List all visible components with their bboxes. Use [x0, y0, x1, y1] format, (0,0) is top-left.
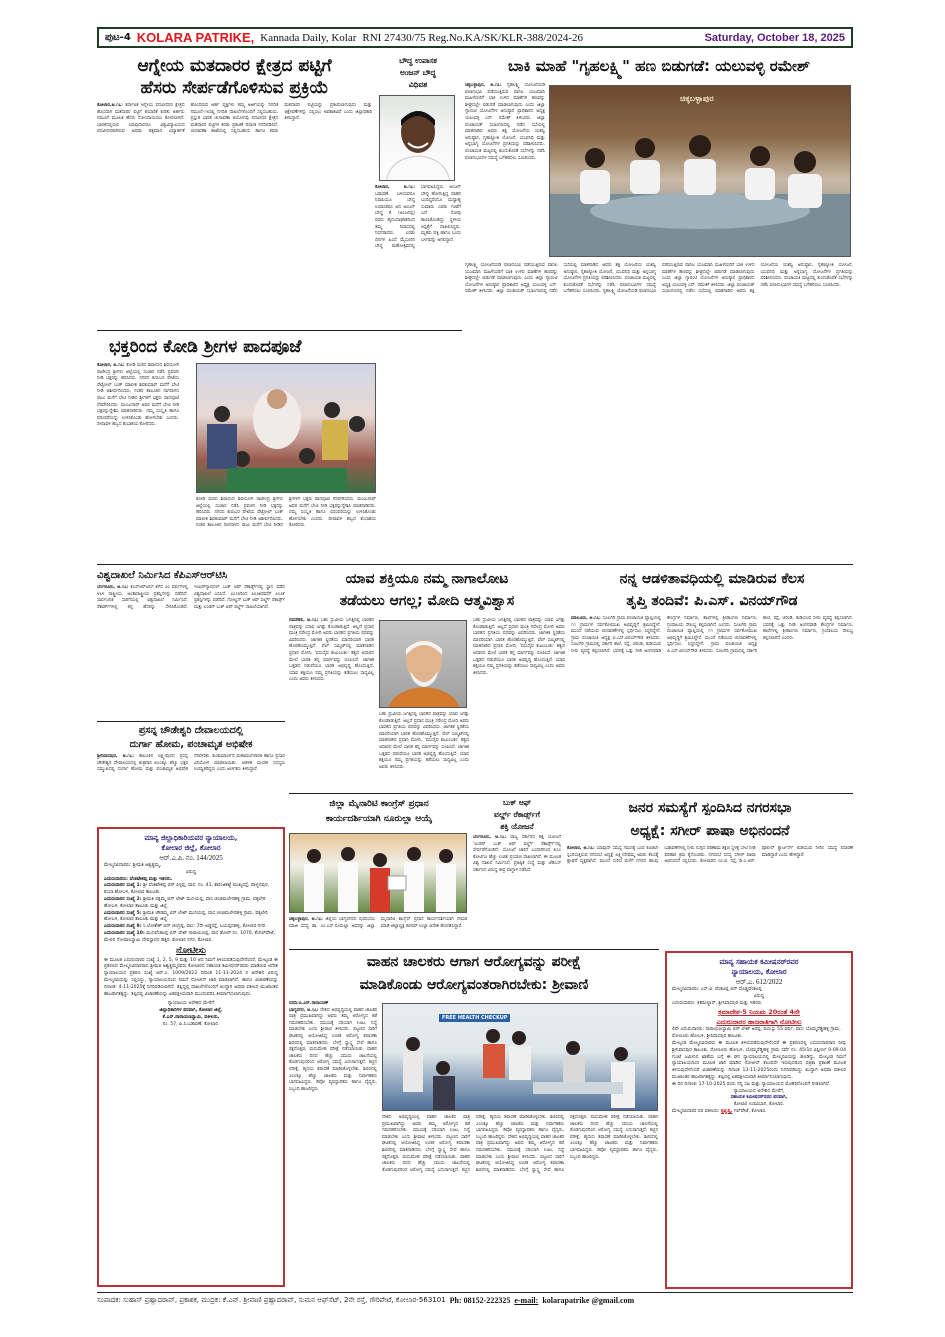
body-text: ಜಿಲ್ಲೆಯ ಭಾಗ್ಯನಗರದ ಪುರಸಭೆಯ ಮಾಜಿ ಸದಸ್ಯ ಡಾ. ಎಂ.ಎಸ್.ನೂರುಲ್ಲಾ ಅವರನ್ನು ಜಿಲ್ಲಾ ಮೈನಾರಿಟಿ ಕಾಂಗ್ರೆಸ್ ಪ್ರಧಾನ ಕಾರ್ಯದರ್ಶಿಯಾಗಿ ನೇಮಕ ಮಾಡಿ ಜಿಲ್ಲಾಧ್ಯಕ್ಷ ಕಲೀಮ್ ಉಲ್ಲಾ ಆದೇಶ ಹೊರಡಿಸಿದ್ದಾರೆ.: [289, 917, 467, 929]
body-text: ರಾಜ್ಯ ಸರ್ಕಾರದ ಶಕ್ತಿ ಯೋಜನೆ 'ಲಂಡನ್ ಬುಕ್ ಆಫ್ ವರ್ಲ್ಡ್ ರೆಕಾರ್ಡ್ಸ್'ನಲ್ಲಿ ಸೇರ್ಪಡೆಗೊಂಡಿದೆ. ಯೋಜನೆ ಜಾರಿಗೆ ಬಂದಾಗಿನಿಂದ ೫೦೦ ಕೋಟಿಗೂ ಹೆಚ್ಚು ಉಚಿತ ಪ್ರಯಾಣ ದಾಖಲಾಗಿದೆ. ಈ ಮೂಲಕ ವಿಶ್ವ ದಾಖಲೆ ನಿರ್ಮಿಸಿದೆ. ಪ್ರತಿಷ್ಠಿತ ಸಂಸ್ಥೆ ಮತ್ತು ಜೆಡಿಎಸ್ ಸರ್ಕಾರದ ವಿರುದ್ಧ ತೀವ್ರ ವಾಗ್ದಾಳಿ ನಡೆಸಿದೆ.: [473, 835, 561, 873]
article-headline: ವಿಶ್ವದಾಖಲೆ ನಿರ್ಮಿಸಿದ ಕೆಪಿಎಸ್‌ಆರ್‌ಟಿಸಿ: [97, 570, 228, 581]
respondent-text: ಶ್ರೀಮತಿ ಚೌಡಮ್ಮ ಬಿನ್ ಲೇಟ್ ಮುನಿಯಪ್ಪ, ವಾಸ ಚಂಚಿಮಲೇನಹಳ್ಳಿ ಗ್ರಾಮ, ವಕ್ಕಲೇರಿ ಹೋಬಳಿ, ಕೋಲಾರ ತಾಲೂಕು ಮತ್ತು ಜಿಲ್ಲೆ.: [104, 910, 268, 923]
signatory-line: ನಂ. 57, ಪಿ.ಸಿ.ಬಡಾವಣೆ, ಕೋಲಾರ.: [162, 1021, 220, 1027]
headline-line-1: ಜನರ ಸಮಸ್ಯೆಗೆ ಸ್ಪಂದಿಸಿದ ನಗರಸಭಾ: [628, 800, 792, 816]
footer-email-link[interactable]: kolarapatrike @gmail.com: [542, 1296, 635, 1305]
person-portrait-icon: [380, 96, 455, 181]
signatory-advocate: [672, 1109, 846, 1116]
headline-line-2: ಅಧ್ಯಕ್ಷೆ: ಸಗೀರ್ ಪಾಷಾ ಅಭಿನಂದನೆ: [630, 823, 790, 839]
person-portrait-icon: [380, 621, 467, 708]
notice-heading: ನೋಟೀಸು: [176, 945, 206, 956]
felicitation-photo: [289, 833, 467, 913]
headline-line-2: ತೃಪ್ತಿ ತಂದಿವೆ: ಪಿ.ಎಸ್. ವಿನಯ್‌ಗೌಡ: [626, 593, 798, 609]
headline-line-2: ವರ್ಲ್ಡ್ ರೆಕಾರ್ಡ್ಸ್‌ಗೆ: [494, 810, 540, 819]
advocate-address: ಗಲ್‌ಪೇಟೆ, ಕೋಲಾರ.: [733, 1108, 767, 1114]
headline-line-1: ಬೌದ್ಧ ಉಪಾಸಕ: [399, 56, 437, 65]
portrait-photo: [379, 95, 455, 181]
article-body-left: [289, 1001, 377, 1287]
byline: ವರದಿ:ಪಿ.ಎನ್.ನಾರಾಯಣ್: [289, 1001, 329, 1006]
body-text: ಸೂಲಗಿರಿ ಗ್ರಾಮ ಪಂಚಾಯಿತಿ ವ್ಯಾಪ್ತಿಯಲ್ಲಿ ೧೧ ಗ್ರಾಮಗಳ ಸರ್ವತೋಮುಖ ಅಭಿವೃದ್ಧಿಗೆ ಶ್ರಮಿಸಿದ್ದೇನೆ. ಮುಂದೆ ನಡೆಯುವ ಚುನಾವಣೆಗಳಲ್ಲಿ ಸ್ಪರ್ಧಿಸಲು ಸಿದ್ಧನಿದ್ದೇನೆ. ಗ್ರಾಮ ಪಂಚಾಯಿತಿ ಅಧ್ಯಕ್ಷ ಪಿ.ಎಸ್.ವಿನಯ್‌ಗೌಡ ತಿಳಿಸಿದರು. ಸೂಲಗಿರಿ ಗ್ರಾಮದಲ್ಲಿ ಸರ್ಕಾರಿ ಶಾಲೆ, ರಸ್ತೆ, ಚರಂಡಿ, ಕುಡಿಯುವ ನೀರು ವ್ಯವಸ್ಥೆ ಕಲ್ಪಿಸಲಾಗಿದೆ. ಭವನಕ್ಕೆ ಒತ್ತು ನೀಡಿ ಅಂಗನವಾಡಿ ಕೇಂದ್ರಗಳ ನಿರ್ಮಾಣ, ಶಾಲೆಗಳಲ್ಲಿ ಕ್ರೀಡಾಂಗಣ ನಿರ್ಮಾಣ, ಗ್ರಂಥಾಲಯ ಸೌಲಭ್ಯ ಕಲ್ಪಿಸಲಾಗಿದೆ ಎಂದರು.: [571, 616, 757, 654]
article-body-left: [289, 618, 374, 786]
order-line: ನ್ಯಾಯಾಲಯದ ಆದೇಶದ ಮೇರೆಗೆ,: [733, 1088, 785, 1094]
body-text: ದೇಶದ ಅಭಿವೃದ್ಧಿಯಲ್ಲಿ ವಾಹನ ಚಾಲಕರ ಪಾತ್ರ ಪ್ರಮುಖವಾಗಿದ್ದು ಅವರು ತಮ್ಮ ಆರೋಗ್ಯದ ಕಡೆ ಗಮನಹರಿಸಬೇಕು. ಸಮಯಕ್ಕೆ ಸರಿಯಾಗಿ ಊಟ, ನಿದ್ದೆ ಮಾಡಬೇಕು ಎಂದು ಶ್ರೀವಾಣಿ ತಿಳಿಸಿದರು. ಪಟ್ಟಣದ ಸಾರಿಗೆ ಘಟಕದಲ್ಲಿ ಆಯೋಜಿಸಿದ್ದ ಉಚಿತ ಆರೋಗ್ಯ ತಪಾಸಣಾ ಶಿಬಿರದಲ್ಲಿ ಮಾತನಾಡಿದರು. ಬೆಳಗ್ಗೆ ಸ್ವಾಸ್ಥ್ಯ ಸೇವೆ ಹಾಗೂ ರಕ್ತದೊತ್ತಡ, ಮಧುಮೇಹ ಪರೀಕ್ಷೆ ನಡೆಸಲಾಯಿತು. ವಾಹನ ಚಾಲಕರು ದಿನದ ಹೆಚ್ಚು ಸಮಯ ಚಾಲನೆಯಲ್ಲಿ ತೊಡಗುವುದರಿಂದ ಆರೋಗ್ಯ ಸಮಸ್ಯೆ ಎದುರಾಗುತ್ತದೆ. ಕಣ್ಣಿನ ಪರೀಕ್ಷೆ, ಹೃದಯ ತಪಾಸಣೆ ಮಾಡಿಸಿಕೊಳ್ಳಬೇಕು. ಶಿಬಿರದಲ್ಲಿ ೨೦೦ಕ್ಕೂ ಹೆಚ್ಚು ಚಾಲಕರು ಮತ್ತು ನಿರ್ವಾಹಕರು ಭಾಗವಹಿಸಿದ್ದರು. ಡಿಪೋ ವ್ಯವಸ್ಥಾಪಕರು ಹಾಗೂ ವೈದ್ಯರು, ಸಿಬ್ಬಂದಿ ಹಾಜರಿದ್ದರು.: [289, 1007, 377, 1092]
group-scene-icon: [290, 834, 467, 913]
signatory-line: ಜಿಲ್ಲಾಧಿಕಾರಿಗಳ ಪರವಾಗಿ, ಕೋಲಾರ ಜಿಲ್ಲೆ.: [159, 1008, 223, 1014]
article-body: [375, 185, 461, 325]
body-text: ಬಹು ಧ್ರುವೀಯ ಜಗತ್ತಿನಲ್ಲಿ ಭಾರತದ ಪಾತ್ರವನ್ನು ಯಾವ ಜಗತ್ತು ಕೊಂಡಾಡುತ್ತಿದೆ. ಅಲ್ಲದೆ ಪ್ರಧಾನ ಮಂತ್ರಿ ನರೇಂದ್ರ ಮೋದಿ ಅವರು ಭಾರತದ ಪ್ರಗತಿಯ ಪಥವನ್ನು ವಿವರಿಸಿದರು. ಜಾಗತಿಕ ಸ್ಥಿರತೆಯ ಮಾದರಿಯಾಗಿ ಭಾರತ ಹೊರಹೊಮ್ಮುತ್ತಿದೆ. ವೆಲ್ ಸಮ್ಮಿಟ್‌ನಲ್ಲಿ ಮಾತನಾಡಿದ ಪ್ರಧಾನಿ ಮೋದಿ, 'ವಸುದೈವ ಕುಟುಂಬಕಂ' ತತ್ವದ ಆಧಾರದ ಮೇಲೆ ಭಾರತ ತನ್ನ ಮಾರ್ಗವನ್ನು ರೂಪಿಸಿದೆ. ಜಾಗತಿಕ ಒತ್ತಡದ ನಡುವೆಯೂ ಭಾರತ ಅಭಿವೃದ್ಧಿ ಹೊಂದುತ್ತಿದೆ. ಯಾವ ಶಕ್ತಿಯೂ ನಮ್ಮ ಪ್ರಗತಿಯನ್ನು ತಡೆಯಲು ಸಾಧ್ಯವಿಲ್ಲ ಎಂದು ಅವರು ತಿಳಿಸಿದರು.: [289, 618, 374, 683]
divider: [289, 949, 659, 950]
body-text: ಕೆಎಸ್‌ಆರ್‌ಟಿಸಿಗೆ ಕಳೆದ ೨೦ ವರ್ಷಗಳಲ್ಲಿ ೪೬೪ ರಾಷ್ಟ್ರೀಯ, ಅಂತಾರಾಷ್ಟ್ರೀಯ ಪ್ರಶಸ್ತಿಗಳನ್ನು ಪಡೆದಿದೆ. ಸಾರ್ವಜನಿಕ ಸಾರಿಗೆಯಲ್ಲಿ ವಿಶ್ವದಾಖಲೆ ನಿರ್ಮಿಸಿದೆ. ರೆಕಾರ್ಡ್‌ಗಳಲ್ಲಿ ತನ್ನ ಹೆಸರನ್ನು ಸೇರಿಸಿಕೊಂಡಿದೆ. ಇಂಟರ್‌ನ್ಯಾಷನಲ್ ಬುಕ್ ಆಫ್ ರೆಕಾರ್ಡ್ಸ್‌ನಲ್ಲಿ ಸ್ಥಾನ ಪಡೆದ ವಿಶ್ವದಾಖಲೆ ಎನಿಸಿದೆ. ೨೦೦೮ರಿಂದ ೨೦೨೫ರವರೆಗೆ ೨೦೨೯ ಪ್ರಶಸ್ತಿಗಳನ್ನು ಪಡೆದಿದೆ. ಗೋಲ್ಡನ್ ಬುಕ್ ಆಫ್ ವರ್ಲ್ಡ್ ರೆಕಾರ್ಡ್ಸ್ ಮತ್ತು ಲಂಡನ್ ಬುಕ್ ಆಫ್ ವರ್ಲ್ಡ್ ದಾಖಲೆಯಾಗಿದೆ.: [97, 585, 285, 610]
divider: [97, 564, 853, 565]
newspaper-page: [97, 27, 853, 1312]
headline-line-1: ಆಗ್ನೇಯ ಮತದಾರರ ಕ್ಷೇತ್ರದ ಪಟ್ಟಿಗೆ: [137, 56, 332, 76]
article-body: [97, 754, 285, 820]
appellant: ಮೇಲ್ಮನವಿದಾರರು: ಎಸ್.ವಿ. ವೆಂಕಟಪ್ಪ ಬಿನ್ ದೊಡ್ಡವೆಂಕಟಪ್ಪ: [672, 987, 762, 992]
article-body-left: [97, 363, 179, 559]
versus-label: ವಿರುದ್ಧ: [753, 993, 765, 999]
banner-text: FREE HEALTH CHECKUP: [439, 1014, 510, 1022]
article-body: [382, 1115, 658, 1287]
dateline: ಭಾಗ್ಯನಗರ, ಅ.೧೭:: [289, 1007, 319, 1013]
article-voter-list: [97, 55, 372, 325]
headline-line-2: ತಡೆಯಲು ಆಗಲ್ಲ; ಮೋದಿ ಆತ್ಮವಿಶ್ವಾಸ: [339, 593, 515, 609]
body-text: ಕರ್ನಾಟಕ ಆಗ್ನೇಯ ಪದವೀಧರರ ಕ್ಷೇತ್ರದ ಹೊಸದಾಗಿ ಮತದಾರರ ಪಟ್ಟಿಗೆ ತಯಾರಿಕೆ ಕುರಿತು ಅರ್ಹರು ನಮೂನೆ ಮೂಲಕ ಹೆಸರು ನೋಂದಾಯಿಸಲು ಕೋರಲಾಗಿದೆ. ಭಾರತದಲ್ಲಿರುವ ಯಾವುದಾದರೂ ವಿಶ್ವವಿದ್ಯಾಲಯದ ಪದವೀಧರರಾಗಿರುವ ಅಥವಾ ತತ್ಸಮಾನ ವಿದ್ಯಾರ್ಹತೆ ಹೊಂದಿರುವ ಅರ್ಹ ವ್ಯಕ್ತಿಗಳು ತಮ್ಮ ಅರ್ಜಿಯನ್ನು ನಿಗದಿತ ನಮೂನೆ-೧೮ರಲ್ಲಿ ನಿಗದಿತ ದಾಖಲೆಗಳೊಂದಿಗೆ ಸಲ್ಲಿಸಬಹುದು. ಪ್ರಸ್ತುತ ಭಾರತ ಚುನಾವಣಾ ಆಯೋಗವು ಪದವೀಧರ ಕ್ಷೇತ್ರದ ಮತದಾರರ ಪಟ್ಟಿಗಳ ಕರಡು ಪ್ರಕಟಣೆ ದಿನಾಂಕ ನಿಗದಿಪಡಿಸಿದೆ. ಚುನಾವಣಾ ಶಾಖೆಯಲ್ಲಿ ಸಲ್ಲಿಸಬಹುದು ಹಾಗೂ ಕರಡು ಮತದಾರರ ಪಟ್ಟಿಯನ್ನು ಪ್ರಕಟಿಸಲಾಗುವುದು ಮತ್ತು ಆಕ್ಷೇಪಣೆಗಳನ್ನು ಸಲ್ಲಿಸಲು ಅವಕಾಶವಿದೆ ಎಂದು ಜಿಲ್ಲಾಧಿಕಾರಿ ತಿಳಿಸಿದ್ದಾರೆ.: [97, 103, 372, 135]
respondent-label: ಎದುರುದಾರರ ಸಂಖ್ಯೆ 1:: [104, 883, 142, 889]
headline-line-3: ವಿಧಿವಶ: [408, 80, 428, 89]
article-sageer-pasha: [567, 797, 853, 947]
article-body-intro: [465, 83, 545, 263]
article-headline: [289, 951, 659, 997]
dateline: ಚಿಕ್ಕಬಳ್ಳಾಪುರ, ಅ.೧೭:: [465, 83, 502, 88]
respondents-intro: ಎದುರುದಾರರು: ವೆಂಕಟೇಶಪ್ಪ ಮತ್ತು ಇತರರು.: [104, 876, 173, 882]
respondent-label: ಎದುರುದಾರರ ಸಂಖ್ಯೆ 9:: [104, 924, 142, 930]
article-headline: [289, 568, 565, 612]
article-headline: [289, 797, 469, 827]
advocate-prefix: ಮೇಲ್ಮನವಿದಾರರ ಪರ ವಕೀಲರು:: [672, 1108, 720, 1114]
divider: [289, 793, 853, 794]
article-padapooje: [97, 335, 375, 560]
issue-date: Saturday, October 18, 2025: [704, 31, 845, 44]
order-heading-line-1: ಕ್ರಮಾದೇಶ-5 ನಿಯಮ 20ರಂತೆ 4ನೇ: [718, 1008, 800, 1017]
dateline: ಕೋಲಾರ, ಅ.೧೭:: [567, 846, 595, 851]
body-text-continued: ಬಹು ಧ್ರುವೀಯ ಜಗತ್ತಿನಲ್ಲಿ ಭಾರತದ ಪಾತ್ರವನ್ನು ಯಾವ ಜಗತ್ತು ಕೊಂಡಾಡುತ್ತಿದೆ. ಅಲ್ಲದೆ ಪ್ರಧಾನ ಮಂತ್ರಿ ನರೇಂದ್ರ ಮೋದಿ ಅವರು ಭಾರತದ ಪ್ರಗತಿಯ ಪಥವನ್ನು ವಿವರಿಸಿದರು. ಜಾಗತಿಕ ಸ್ಥಿರತೆಯ ಮಾದರಿಯಾಗಿ ಭಾರತ ಹೊರಹೊಮ್ಮುತ್ತಿದೆ. ವೆಲ್ ಸಮ್ಮಿಟ್‌ನಲ್ಲಿ ಮಾತನಾಡಿದ ಪ್ರಧಾನಿ ಮೋದಿ, 'ವಸುದೈವ ಕುಟುಂಬಕಂ' ತತ್ವದ ಆಧಾರದ ಮೇಲೆ ಭಾರತ ತನ್ನ ಮಾರ್ಗವನ್ನು ರೂಪಿಸಿದೆ. ಜಾಗತಿಕ ಒತ್ತಡದ ನಡುವೆಯೂ ಭಾರತ ಅಭಿವೃದ್ಧಿ ಹೊಂದುತ್ತಿದೆ. ಯಾವ ಶಕ್ತಿಯೂ ನಮ್ಮ ಪ್ರಗತಿಯನ್ನು ತಡೆಯಲು ಸಾಧ್ಯವಿಲ್ಲ ಎಂದು ಅವರು ತಿಳಿಸಿದರು.: [473, 618, 565, 676]
headline-line-1: ಯಾವ ಶಕ್ತಿಯೂ ನಮ್ಮ ನಾಗಾಲೋಟ: [345, 571, 509, 587]
respondent-item: [104, 883, 278, 897]
dateline: ಮಾಲೂರು, ಅ.೧೭:: [571, 616, 601, 621]
headline-line-2: ಅಂಜನ್ ಬೌದ್ಧ: [400, 68, 436, 77]
dateline: ಚಿಕ್ಕಬಳ್ಳಾಪುರ, ಅ.೧೭:: [289, 917, 323, 922]
article-ksrtc: [97, 568, 285, 718]
footer-credits: ಸಂಪಾದಕ: ಸುಹಾಸ್ ಪ್ರಹ್ಲಾದರಾವ್, ಪ್ರಕಾಶಕ, ಮುದ್ರಕ: ಕೆ.ಎನ್. ಶ್ರೀವಾಣಿ ಪ್ರಹ್ಲಾದರಾವ್, ಸುಮನ ಆಫ್‌ಸೆಟ್, 2ನೇ ರಸ್ತೆ, ಗೌರಿಪೇಟೆ, ಕೋಲಾರ-563101: [97, 1296, 446, 1304]
respondent-label: ಎದುರುದಾರರ ಸಂಖ್ಯೆ 5:: [104, 910, 142, 916]
article-obituary: [375, 55, 461, 325]
order-heading-line-2: ಎದುರುದಾರರ ಹಾಜರಾತಿಗಾಗಿ ನೋಟೀಸು: [716, 1018, 802, 1027]
notice-subtitle: ನ್ಯಾಯಾಲಯ, ಕೋಲಾರ: [731, 968, 787, 976]
respondent-item: [104, 931, 278, 945]
meeting-photo: [549, 85, 851, 257]
respondent-label: ಎದುರುದಾರರ ಸಂಖ್ಯೆ 10:: [104, 930, 145, 936]
headline-line-2: ದುರ್ಗಾ ಹೋಮ, ಪಂಚಾಮೃತ ಅಭಿಷೇಕ: [129, 739, 253, 750]
dateline: ಬೆಂಗಳೂರು, ಅ.೧೭:: [97, 585, 129, 590]
article-body-under-photo: [379, 712, 469, 786]
headline-line-3: ಶಕ್ತಿ ಯೋಜನೆ: [500, 822, 534, 831]
article-headline: [571, 568, 853, 612]
notice-title: ಮಾನ್ಯ ಸಹಾಯಕ ಕಮೀಷನರ್‌ರವರ: [719, 958, 799, 966]
body-text: ಗೃಹಲಕ್ಷ್ಮಿ ಯೋಜನೆಯಡಿ ಫಲಾನುಭವಿ ಪಡೆಯುತ್ತಿರುವ ವಾನಿಲ ಯಜಮಾನಿ ಮಹಿಳೆಯರಿಗೆ ಬಾಕಿ ಉಳಿದ ಮಾಹೆಗಳ ಹಣವನ್ನು ಶೀಘ್ರದಲ್ಲೇ ಬಿಡುಗಡೆ ಮಾಡಲಾಗುವುದು ಎಂದು ಜಿಲ್ಲಾ ಗ್ಯಾರಂಟಿ ಯೋಜನೆಗಳ ಅನುಷ್ಠಾನ ಪ್ರಾಧಿಕಾರದ ಅಧ್ಯಕ್ಷ ಯಲುವಳ್ಳಿ ಎನ್. ರಮೇಶ್ ತಿಳಿಸಿದರು. ಜಿಲ್ಲಾ ಪಂಚಾಯತ್ ಸಭಾಂಗಣದಲ್ಲಿ ನಡೆದ ಸಭೆಯಲ್ಲಿ ಮಾತನಾಡಿದ ಅವರು ಶಕ್ತಿ ಯೋಜನೆಯ ಯಶಸ್ವಿ ಅನುಷ್ಠಾನ, ಗೃಹಜ್ಯೋತಿ ಯೋಜನೆ, ಯುವನಿಧಿ ಮತ್ತು ಅನ್ನಭಾಗ್ಯ ಯೋಜನೆಗಳ ಪ್ರಗತಿಯನ್ನು ಪರಿಶೀಲಿಸಿದರು. ಪಂಚಾಯತಿ ಮಟ್ಟದಲ್ಲಿ ಕುಂದುಕೊರತೆ ಸಭೆಗಳನ್ನು ನಡೆಸಿ ಫಲಾನುಭವಿಗಳ ಸಮಸ್ಯೆ ಬಗೆಹರಿಸಲು ಸೂಚಿಸಿದರು.: [465, 83, 545, 161]
body-text-continued: ಕೋಡಿ ಮಠದ ಶಿವಾನಂದ ಶಿವಯೋಗಿ ರಾಜೇಂದ್ರ ಶ್ರೀಗಳು ಜಿಲ್ಲೆಯಲ್ಲಿ ಸಂಚಾರ ನಡೆಸಿ ಪ್ರವಚನ ನೀಡಿ ಭಕ್ತರನ್ನು ಹರಸಿದರು. ನಗರದ ಕುರುಬರ ಪೇಟೆಯ ಪೆಟ್ರೋಲ್ ಬಂಕ್ ಮಾಲೀಕ ಶಿವಕುಮಾರ್ ಮನೆಗೆ ಭೇಟಿ ನೀಡಿ ಆಶೀರ್ವದಿಸಿದರು. ನಂತರ ತಾಲೂಕಿನ ನಾಗನಾಳದ ರಾಜು ಮನೆಗೆ ಭೇಟಿ ನೀಡಿದ ಶ್ರೀಗಳಿಗೆ ಭಕ್ತರು ಪಾದಪೂಜೆ ನೆರವೇರಿಸಿದರು. ಮಂಜುನಾಥ್ ಅವರ ಮನೆಗೆ ಭೇಟಿ ನೀಡಿ ಭಕ್ತರನ್ನುದ್ದೇಶಿಸಿ ಮಾತನಾಡಿದರು. ನಮ್ಮ ಸಂಸ್ಕೃತಿ ಹಾಗೂ ಪರಂಪರೆಯನ್ನು ಉಳಿಸಿಕೊಂಡು ಹೋಗಬೇಕು ಎಂದರು. ದೀಪಾವಳಿ ಹಬ್ಬದ ಶುಭಾಶಯ ಕೋರಿದರು.: [196, 497, 376, 529]
divider: [97, 330, 462, 331]
appellant: ಮೇಲ್ಮನವಿದಾರರು: ಶ್ರೀಮತಿ ಅಶ್ವತ್ಥಮ್ಮ,: [104, 863, 161, 868]
dateline: ಬೆಂಗಳೂರು, ಅ.೧೭:: [473, 835, 507, 840]
modi-photo: [379, 620, 467, 708]
article-body: [571, 616, 853, 786]
headline-line-1: ಪ್ರಸನ್ನ ಚೌಡೇಶ್ವರಿ ದೇವಾಲಯದಲ್ಲಿ: [138, 725, 244, 736]
notice-subtitle: ಕೋಲಾರ ಜಿಲ್ಲೆ, ಕೋಲಾರ: [161, 844, 221, 852]
body-text-continued-2: ದೇಶದ ಅಭಿವೃದ್ಧಿಯಲ್ಲಿ ವಾಹನ ಚಾಲಕರ ಪಾತ್ರ ಪ್ರಮುಖವಾಗಿದ್ದು ಅವರು ತಮ್ಮ ಆರೋಗ್ಯದ ಕಡೆ ಗಮನಹರಿಸಬೇಕು. ಸಮಯಕ್ಕೆ ಸರಿಯಾಗಿ ಊಟ, ನಿದ್ದೆ ಮಾಡಬೇಕು ಎಂದು ಶ್ರೀವಾಣಿ ತಿಳಿಸಿದರು. ಪಟ್ಟಣದ ಸಾರಿಗೆ ಘಟಕದಲ್ಲಿ ಆಯೋಜಿಸಿದ್ದ ಉಚಿತ ಆರೋಗ್ಯ ತಪಾಸಣಾ ಶಿಬಿರದಲ್ಲಿ ಮಾತನಾಡಿದರು. ಬೆಳಗ್ಗೆ ಸ್ವಾಸ್ಥ್ಯ ಸೇವೆ ಹಾಗೂ ರಕ್ತದೊತ್ತಡ, ಮಧುಮೇಹ ಪರೀಕ್ಷೆ ನಡೆಸಲಾಯಿತು. ವಾಹನ ಚಾಲಕರು ದಿನದ ಹೆಚ್ಚು ಸಮಯ ಚಾಲನೆಯಲ್ಲಿ ತೊಡಗುವುದರಿಂದ ಆರೋಗ್ಯ ಸಮಸ್ಯೆ ಎದುರಾಗುತ್ತದೆ. ಕಣ್ಣಿನ ಪರೀಕ್ಷೆ, ಹೃದಯ ತಪಾಸಣೆ ಮಾಡಿಸಿಕೊಳ್ಳಬೇಕು. ಶಿಬಿರದಲ್ಲಿ ೨೦೦ಕ್ಕೂ ಹೆಚ್ಚು ಚಾಲಕರು ಮತ್ತು ನಿರ್ವಾಹಕರು ಭಾಗವಹಿಸಿದ್ದರು. ಡಿಪೋ ವ್ಯವಸ್ಥಾಪಕರು ಹಾಗೂ ವೈದ್ಯರು, ಸಿಬ್ಬಂದಿ ಹಾಜರಿದ್ದರು.: [476, 1115, 658, 1173]
dateline: ಕೋಲಾರ, ಅ.೧೭:: [375, 185, 415, 190]
advocate-name: ಕೃಷ್ಣಪ್ಪ,: [721, 1108, 733, 1114]
respondent-text: ಶ್ರೀ ವೆಂಕಟೇಶಪ್ಪ ಬಿನ್ ಪಿಳ್ಳಪ್ಪ, ವಾಸ: ನಂ. 41, ಕಾರಂಜಿಕಟ್ಟೆ ಮುಖ್ಯರಸ್ತೆ, ಪಾಳ್ಯದಪುರ, ಕಸಬಾ ಹೋಬಳಿ, ಕೋಲಾರ ತಾಲೂಕು.: [104, 883, 270, 896]
respondent-item: [104, 897, 278, 911]
headline-line-1: ಬುಕ್ ಆಫ್: [502, 798, 532, 807]
footer-email-label: e-mail:: [514, 1296, 539, 1305]
body-text-continued-2: ಬಹು ಧ್ರುವೀಯ ಜಗತ್ತಿನಲ್ಲಿ ಭಾರತದ ಪಾತ್ರವನ್ನು ಯಾವ ಜಗತ್ತು ಕೊಂಡಾಡುತ್ತಿದೆ. ಅಲ್ಲದೆ ಪ್ರಧಾನ ಮಂತ್ರಿ ನರೇಂದ್ರ ಮೋದಿ ಅವರು ಭಾರತದ ಪ್ರಗತಿಯ ಪಥವನ್ನು ವಿವರಿಸಿದರು. ಜಾಗತಿಕ ಸ್ಥಿರತೆಯ ಮಾದರಿಯಾಗಿ ಭಾರತ ಹೊರಹೊಮ್ಮುತ್ತಿದೆ. ವೆಲ್ ಸಮ್ಮಿಟ್‌ನಲ್ಲಿ ಮಾತನಾಡಿದ ಪ್ರಧಾನಿ ಮೋದಿ, 'ವಸುದೈವ ಕುಟುಂಬಕಂ' ತತ್ವದ ಆಧಾರದ ಮೇಲೆ ಭಾರತ ತನ್ನ ಮಾರ್ಗವನ್ನು ರೂಪಿಸಿದೆ. ಜಾಗತಿಕ ಒತ್ತಡದ ನಡುವೆಯೂ ಭಾರತ ಅಭಿವೃದ್ಧಿ ಹೊಂದುತ್ತಿದೆ. ಯಾವ ಶಕ್ತಿಯೂ ನಮ್ಮ ಪ್ರಗತಿಯನ್ನು ತಡೆಯಲು ಸಾಧ್ಯವಿಲ್ಲ ಎಂದು ಅವರು ತಿಳಿಸಿದರು.: [379, 712, 469, 770]
article-body: [567, 846, 853, 942]
notice-date-line: ಈ ದಿನ ದಿನಾಂಕ: 17-10-2025 ರಂದು ನನ್ನ ಸಹಿ ಮತ್ತು ನ್ಯಾಯಾಲಯದ ಮೊಹರಿನೊಂದಿಗೆ ನೀಡಲಾಗಿದೆ.: [672, 1081, 831, 1087]
respondents-intro: ಎದುರುದಾರರು: ತಹಸೀಲ್ದಾರ್, ಶ್ರೀನಿವಾಸಪುರ ಮತ್ತು ಇತರರು: [672, 1000, 762, 1006]
notice-body: ಈ ಮೂಲಕ ಎದುರುದಾರರ ಸಂಖ್ಯೆ 1, 2, 5, 9 ಮತ್ತು 10 ಆದ ನಿಮಗೆ ತಿಳಿಯಪಡಿಸುವುದೇನೆಂದರೆ, ಮೇಲ್ಕಂಡ ಈ ಪ್ರಕರಣದ ಮೇಲ್ಮನವಿದಾರರಾದ ಶ್ರೀಮತಿ ಅಶ್ವತ್ಥಮ್ಮರವರು ಕೋಲಾರದ ಸಹಾಯಕ ಕಮೀಷನರ್‌ರವರು ಮಾಡಿರುವ ಆದೇಶ ನ್ಯಾಯಾಲಯದ ಪ್ರಕರಣ ಸಂಖ್ಯೆ ಆರ್.ಎ. 1009/2022 ದಿನಾಂಕ 11-11-2024 ರ ಆದೇಶದ ವಿರುದ್ಧ ಮೇಲ್ಮನವಿಯನ್ನು ಸಲ್ಲಿಸಿದ್ದು, ನ್ಯಾಯಾಲಯದಿಂದ ನಿಮಗೆ ನೋಟೀಸ್ ಜಾರಿ ಮಾಡಲಾಗಿದೆ. ಹಾಗೂ ವಿಚಾರಣೆಯನ್ನು ದಿನಾಂಕ: 4-11-2025ಕ್ಕೆ ನಿಗದಿಪಡಿಸಲಾಗಿದೆ. ತಪ್ಪಿದ್ದಲ್ಲಿ ದಾಖಲೆಗಳೊಂದಿಗೆ ಖುದ್ದಾಗಿ ಅಥವಾ ವಕೀಲರ ಮುಖಾಂತರ ಹಾಜರಾಗತಕ್ಕದ್ದು. ತಪ್ಪಿದಲ್ಲಿ ವಿಚಾರಣೆಯನ್ನು ಏಕಪಕ್ಷೀಯವಾಗಿ ಮುಂದುವರಿಸಿ ತೀರ್ಮಾನಿಸಲಾಗುವುದು.: [104, 957, 278, 997]
body-text-continued: ದೇಶದ ಅಭಿವೃದ್ಧಿಯಲ್ಲಿ ವಾಹನ ಚಾಲಕರ ಪಾತ್ರ ಪ್ರಮುಖವಾಗಿದ್ದು ಅವರು ತಮ್ಮ ಆರೋಗ್ಯದ ಕಡೆ ಗಮನಹರಿಸಬೇಕು. ಸಮಯಕ್ಕೆ ಸರಿಯಾಗಿ ಊಟ, ನಿದ್ದೆ ಮಾಡಬೇಕು ಎಂದು ಶ್ರೀವಾಣಿ ತಿಳಿಸಿದರು. ಪಟ್ಟಣದ ಸಾರಿಗೆ ಘಟಕದಲ್ಲಿ ಆಯೋಜಿಸಿದ್ದ ಉಚಿತ ಆರೋಗ್ಯ ತಪಾಸಣಾ ಶಿಬಿರದಲ್ಲಿ ಮಾತನಾಡಿದರು. ಬೆಳಗ್ಗೆ ಸ್ವಾಸ್ಥ್ಯ ಸೇವೆ ಹಾಗೂ ರಕ್ತದೊತ್ತಡ, ಮಧುಮೇಹ ಪರೀಕ್ಷೆ ನಡೆಸಲಾಯಿತು. ವಾಹನ ಚಾಲಕರು ದಿನದ ಹೆಚ್ಚು ಸಮಯ ಚಾಲನೆಯಲ್ಲಿ ತೊಡಗುವುದರಿಂದ ಆರೋಗ್ಯ ಸಮಸ್ಯೆ ಎದುರಾಗುತ್ತದೆ. ಕಣ್ಣಿನ ಪರೀಕ್ಷೆ, ಹೃದಯ ತಪಾಸಣೆ ಮಾಡಿಸಿಕೊಳ್ಳಬೇಕು. ಶಿಬಿರದಲ್ಲಿ ೨೦೦ಕ್ಕೂ ಹೆಚ್ಚು ಚಾಲಕರು ಮತ್ತು ನಿರ್ವಾಹಕರು ಭಾಗವಹಿಸಿದ್ದರು. ಡಿಪೋ ವ್ಯವಸ್ಥಾಪಕರು ಹಾಗೂ ವೈದ್ಯರು, ಸಿಬ್ಬಂದಿ ಹಾಜರಿದ್ದರು.: [382, 1115, 564, 1173]
headline-line-1: ವಾಹನ ಚಾಲಕರು ಆಗಾಗ ಆರೋಗ್ಯವನ್ನು ಪರೀಕ್ಷೆ: [366, 954, 582, 970]
article-vinaygowda: [571, 568, 853, 793]
brand-title: KOLARA PATRIKE,: [136, 30, 255, 45]
respondent-text: ಸಿ.ಲೋಕೇಶ್ ಬಿನ್ ಚಂದ್ರಪ್ಪ, ವಾಸ: 7ನೇ ಅಡ್ಡರಸ್ತೆ, ಬಯಪ್ಪನಹಳ್ಳಿ, ಕೋಲಾರ ನಗರ.: [143, 924, 267, 930]
article-body-right: [473, 618, 565, 786]
body-text-continued-2: ಗೃಹಲಕ್ಷ್ಮಿ ಯೋಜನೆಯಡಿ ಫಲಾನುಭವಿ ಪಡೆಯುತ್ತಿರುವ ವಾನಿಲ ಯಜಮಾನಿ ಮಹಿಳೆಯರಿಗೆ ಬಾಕಿ ಉಳಿದ ಮಾಹೆಗಳ ಹಣವನ್ನು ಶೀಘ್ರದಲ್ಲೇ ಬಿಡುಗಡೆ ಮಾಡಲಾಗುವುದು ಎಂದು ಜಿಲ್ಲಾ ಗ್ಯಾರಂಟಿ ಯೋಜನೆಗಳ ಅನುಷ್ಠಾನ ಪ್ರಾಧಿಕಾರದ ಅಧ್ಯಕ್ಷ ಯಲುವಳ್ಳಿ ಎನ್. ರಮೇಶ್ ತಿಳಿಸಿದರು. ಜಿಲ್ಲಾ ಪಂಚಾಯತ್ ಸಭಾಂಗಣದಲ್ಲಿ ನಡೆದ ಸಭೆಯಲ್ಲಿ ಮಾತನಾಡಿದ ಅವರು ಶಕ್ತಿ ಯೋಜನೆಯ ಯಶಸ್ವಿ ಅನುಷ್ಠಾನ, ಗೃಹಜ್ಯೋತಿ ಯೋಜನೆ, ಯುವನಿಧಿ ಮತ್ತು ಅನ್ನಭಾಗ್ಯ ಯೋಜನೆಗಳ ಪ್ರಗತಿಯನ್ನು ಪರಿಶೀಲಿಸಿದರು. ಪಂಚಾಯತಿ ಮಟ್ಟದಲ್ಲಿ ಕುಂದುಕೊರತೆ ಸಭೆಗಳನ್ನು ನಡೆಸಿ ಫಲಾನುಭವಿಗಳ ಸಮಸ್ಯೆ ಬಗೆಹರಿಸಲು ಸೂಚಿಸಿದರು.: [602, 263, 853, 295]
respondent-item: [104, 911, 278, 925]
health-camp-scene-icon: [383, 1004, 658, 1111]
article-headline: [97, 724, 285, 752]
body-text: ತಾಲೂಕಿನ ಲಕ್ಷ್ಮೀಪುರದ ಪ್ರಸನ್ನ ಚೌಡೇಶ್ವರಿ ದೇವಾಲಯದಲ್ಲಿ ಶುಕ್ರವಾರ ೫೦೦ಕ್ಕೂ ಹೆಚ್ಚು ಭಕ್ತರ ಸಮ್ಮುಖದಲ್ಲಿ ದುರ್ಗಾ ಹೋಮ ಮತ್ತು ಪಂಚಾಮೃತ ಅಭಿಷೇಕ ನೆರವೇರಿತು. ಕುಂಕುಮಾರ್ಚನೆ ಮಹಾಮಂಗಳಾರತಿ ಹಾಗೂ ಪ್ರಸಾದ ವಿನಿಯೋಗ ಮಾಡಲಾಯಿತು. ಆಡಳಿತ ಮಂಡಳಿ ಸದಸ್ಯರು ಉಪಸ್ಥಿತರಿದ್ದರು ಎಂದು ಅರ್ಚಕರು ತಿಳಿಸಿದ್ದಾರೆ.: [97, 754, 285, 773]
article-body: [465, 263, 853, 553]
article-body: [97, 585, 285, 715]
notice-body: ಮೇಲ್ಕಂಡ ಮೇಲ್ಮನವಿದಾರರು ಈ ಮೂಲಕ ತಿಳಿಯಪಡಿಸುವುದೇನೆಂದರೆ ಈ ಪ್ರಕರಣದಲ್ಲಿ ಎದುರುದಾರರಾದ ನೀವು ಶ್ರೀನಿವಾಸಪುರ ತಾಲೂಕು, ರೋಣೂರು ಹೋಬಳಿ, ಬೊಮ್ಮರೆಡ್ಡಿಹಳ್ಳಿ ಗ್ರಾಮ ಸರ್ವೆ ನಂ. 45/1ರ ವಿಸ್ತೀರ್ಣ 0-09.04 ಗುಂಟೆ ಜಮೀನಿನ ಖಾತೆಯ ಬಗ್ಗೆ ಈ ಘನ ನ್ಯಾಯಾಲಯದಲ್ಲಿ ಮೇಲ್ಮನವಿಯನ್ನು ಹೂಡಿದ್ದು, ಮೇಲ್ಕಂಡ ನಿಮಗೆ ನ್ಯಾಯಾಲಯದಿಂದ ಮೂಲಕ ಜಾರಿ ಮಾಡಿದ ನೋಟೀಸ್ ತಲುಪದೇ ಇರುವುದರಿಂದ ಪತ್ರಿಕಾ ಪ್ರಕಟಣೆ ಮೂಲಕ ತಿಳಿಸುವುದೇನೆಂದರೆ ವಿಚಾರಣೆಯನ್ನು ದಿನಾಂಕ 13-11-2025ರಂದು ನಿಗದಿಪಡಿಸಿದ್ದು ಖುದ್ದಾಗಿ ಅಥವಾ ವಕೀಲರ ಮುಖಾಂತರ ಹಾಜರಾಗತಕ್ಕದ್ದು. ತಪ್ಪಿದಲ್ಲಿ ಏಕಪಕ್ಷೀಯವಾಗಿ ತೀರ್ಮಾನಿಸಲಾಗುವುದು.: [672, 1040, 846, 1080]
article-body: [97, 103, 372, 318]
court-notice-collector: [97, 827, 285, 1287]
article-modi: [289, 568, 565, 788]
photo-sign-text: ಚಿಕ್ಕಬಳ್ಳಾಪುರ: [680, 94, 714, 103]
body-text-continued: ಗೃಹಲಕ್ಷ್ಮಿ ಯೋಜನೆಯಡಿ ಫಲಾನುಭವಿ ಪಡೆಯುತ್ತಿರುವ ವಾನಿಲ ಯಜಮಾನಿ ಮಹಿಳೆಯರಿಗೆ ಬಾಕಿ ಉಳಿದ ಮಾಹೆಗಳ ಹಣವನ್ನು ಶೀಘ್ರದಲ್ಲೇ ಬಿಡುಗಡೆ ಮಾಡಲಾಗುವುದು ಎಂದು ಜಿಲ್ಲಾ ಗ್ಯಾರಂಟಿ ಯೋಜನೆಗಳ ಅನುಷ್ಠಾನ ಪ್ರಾಧಿಕಾರದ ಅಧ್ಯಕ್ಷ ಯಲುವಳ್ಳಿ ಎನ್. ರಮೇಶ್ ತಿಳಿಸಿದರು. ಜಿಲ್ಲಾ ಪಂಚಾಯತ್ ಸಭಾಂಗಣದಲ್ಲಿ ನಡೆದ ಸಭೆಯಲ್ಲಿ ಮಾತನಾಡಿದ ಅವರು ಶಕ್ತಿ ಯೋಜನೆಯ ಯಶಸ್ವಿ ಅನುಷ್ಠಾನ, ಗೃಹಜ್ಯೋತಿ ಯೋಜನೆ, ಯುವನಿಧಿ ಮತ್ತು ಅನ್ನಭಾಗ್ಯ ಯೋಜನೆಗಳ ಪ್ರಗತಿಯನ್ನು ಪರಿಶೀಲಿಸಿದರು. ಪಂಚಾಯತಿ ಮಟ್ಟದಲ್ಲಿ ಕುಂದುಕೊರತೆ ಸಭೆಗಳನ್ನು ನಡೆಸಿ ಫಲಾನುಭವಿಗಳ ಸಮಸ್ಯೆ ಬಗೆಹರಿಸಲು ಸೂಚಿಸಿದರು.: [465, 263, 656, 295]
article-headline: [567, 797, 853, 843]
headline-line-1: ನನ್ನ ಆಡಳಿತಾವಧಿಯಲ್ಲಿ ಮಾಡಿರುವ ಕೆಲಸ: [619, 571, 805, 587]
signatory-line: ಕೋಲಾರ ಉಪವಿಭಾಗ, ಕೋಲಾರ.: [733, 1102, 785, 1108]
article-headline: [473, 797, 561, 833]
court-notice-assistant-commissioner: [665, 951, 853, 1289]
article-headline: [375, 55, 461, 91]
registration-number: RNI 27430/75 Reg.No.KA/SK/KLR-388/2024-26: [362, 31, 583, 44]
case-number: ಆರ್.ಎ. 612/2022: [735, 978, 783, 986]
headline-line-2: ಕಾರ್ಯದರ್ಶಿಯಾಗಿ ನೂರುಲ್ಲಾ ಆಯ್ಕೆ: [325, 814, 433, 824]
signatory-line: ಸಹಾಯಕ ಕಮೀಷನರ್‌ರವರ ಪರವಾಗಿ,: [730, 1095, 788, 1101]
body-text: ಬಡುವಣೆ ಬಳಿಯವರೂ ನಿವಾಸಿಯೂ ಬೌದ್ಧ ಉಪಾಸಕರೂ ಆದ ಅಂಜನ್ ಬೌದ್ಧ ಕೆ. (ಅಂಜನಪ್ಪ) ರವರು ಹೃದಯಾಘಾತದಿಂದ ತಮ್ಮ ನಿವಾಸದಲ್ಲಿ ನಿಧನರಾದರು. ಎರಡು ದಿನಗಳ ಹಿಂದೆ ಮೈಸೂರಿನ ಬೌದ್ಧ ಮಹೋತ್ಸವದಲ್ಲಿ ಭಾಗವಹಿಸಿದ್ದರು. ಅಂಜನ್ ಬೌದ್ಧ ಹೋಗುತ್ತಿದ್ದ ವಾಹನ ಬಂದಿದ್ದರೆಂದೂ ಮಧ್ಯಾಹ್ನ ಸುಮಾರು ಎರಡು ಗಂಟೆಗೆ ಎದೆ ನೋವು ಕಾಣಿಸಿಕೊಂಡಿದ್ದು ಸ್ಥಳೀಯ ಆಸ್ಪತ್ರೆಗೆ ದಾಖಲಿಸಿದ್ದರು. ಮೃತರು ಪತ್ನಿ ಹಾಗೂ ಬಂಧು ಬಳಗವನ್ನು ಅಗಲಿದ್ದಾರೆ.: [375, 185, 461, 250]
masthead: [97, 27, 853, 48]
article-noorulla: [289, 797, 469, 947]
meeting-scene-icon: [550, 86, 851, 257]
respondent-text: ಶ್ರೀಮತಿ ರತ್ನಮ್ಮ ಬಿನ್ ಲೇಟ್ ಮುನಿಯಪ್ಪ, ವಾಸ ಚಂಚಿಮಲೇನಹಳ್ಳಿ ಗ್ರಾಮ, ವಕ್ಕಲೇರಿ ಹೋಬಳಿ, ಕೋಲಾರ ತಾಲೂಕು ಮತ್ತು ಜಿಲ್ಲೆ.: [104, 896, 266, 909]
article-shakti-record: [473, 797, 561, 947]
versus-label: ವಿರುದ್ಧ: [185, 869, 197, 875]
padapooje-photo: [196, 363, 376, 493]
signatory-line: ಕೆ.ಎಸ್.ನಾರಾಯಣಸ್ವಾಮಿ, ವಕೀಲರು,: [162, 1014, 220, 1020]
respondent-text: ಮುನಿವೆಂಕಟಪ್ಪ ಬಿನ್ ಲೇಟ್ ನಾರಾಯಣಪ್ಪ, ವಾಸ ಡೋರ್ ನಂ. 1070, ಕೆಂಗಲ್‌ಪೇಟೆ, ಮೇಲಿನ ಗೋಪಾಲಸ್ವಾಮಿ ದೇವಸ್ಥಾನದ ಹತ್ತಿರ, ಕೋಲಾರ ನಗರ, ಕೋಲಾರ.: [104, 930, 275, 943]
article-headline: ಬಾಕಿ ಮಾಹೆ "ಗೃಹಲಕ್ಷ್ಮಿ" ಹಣ ಬಿಡುಗಡೆ: ಯಲುವಳ್ಳಿ ರಮೇಶ್: [508, 57, 810, 75]
headline-line-2: ಹೆಸರು ಸೇರ್ಪಡೆಗೊಳಿಸುವ ಪ್ರಕ್ರಿಯೆ: [140, 78, 329, 98]
case-number: ಆರ್.ಎ.ಪಿ. ನಂ. 144/2025: [159, 854, 223, 862]
notice-title: ಮಾನ್ಯ ಜಿಲ್ಲಾಧಿಕಾರಿಯವರ ನ್ಯಾಯಾಲಯ,: [144, 834, 238, 842]
dateline: ಶ್ರೀನಿವಾಸಪುರ, ಅ.೧೭:: [97, 754, 134, 759]
headline-line-2: ಮಾಡಿಕೊಂಡು ಆರೋಗ್ಯವಂತರಾಗಿರಬೇಕು: ಶ್ರೀವಾಣಿ: [359, 977, 589, 993]
respondent-label: ಎದುರುದಾರರ ಸಂಖ್ಯೆ 2:: [104, 896, 142, 902]
article-headline: [97, 55, 372, 99]
masthead-subtitle: Kannada Daily, Kolar: [260, 31, 357, 44]
footer: [97, 1292, 853, 1308]
body-text: ಕೋಡಿ ಮಠದ ಶಿವಾನಂದ ಶಿವಯೋಗಿ ರಾಜೇಂದ್ರ ಶ್ರೀಗಳು ಜಿಲ್ಲೆಯಲ್ಲಿ ಸಂಚಾರ ನಡೆಸಿ ಪ್ರವಚನ ನೀಡಿ ಭಕ್ತರನ್ನು ಹರಸಿದರು. ನಗರದ ಕುರುಬರ ಪೇಟೆಯ ಪೆಟ್ರೋಲ್ ಬಂಕ್ ಮಾಲೀಕ ಶಿವಕುಮಾರ್ ಮನೆಗೆ ಭೇಟಿ ನೀಡಿ ಆಶೀರ್ವದಿಸಿದರು. ನಂತರ ತಾಲೂಕಿನ ನಾಗನಾಳದ ರಾಜು ಮನೆಗೆ ಭೇಟಿ ನೀಡಿದ ಶ್ರೀಗಳಿಗೆ ಭಕ್ತರು ಪಾದಪೂಜೆ ನೆರವೇರಿಸಿದರು. ಮಂಜುನಾಥ್ ಅವರ ಮನೆಗೆ ಭೇಟಿ ನೀಡಿ ಭಕ್ತರನ್ನುದ್ದೇಶಿಸಿ ಮಾತನಾಡಿದರು. ನಮ್ಮ ಸಂಸ್ಕೃತಿ ಹಾಗೂ ಪರಂಪರೆಯನ್ನು ಉಳಿಸಿಕೊಂಡು ಹೋಗಬೇಕು ಎಂದರು. ದೀಪಾವಳಿ ಹಬ್ಬದ ಶುಭಾಶಯ ಕೋರಿದರು.: [97, 363, 179, 428]
footer-phone: Ph: 08152-222325: [449, 1296, 511, 1305]
health-camp-photo: [382, 1003, 658, 1111]
body-text: ಯಾವುದೇ ಸಮಸ್ಯೆ ಗಮನಕ್ಕೆ ಬಂದ ಕೂಡಲೇ ಸ್ಪಂದಿಸುತ್ತಿರುವ ನಗರಸಭೆ ಅಧ್ಯಕ್ಷೆ ಲಕ್ಷ್ಮೀದೇವಮ್ಮ ಅವರು ಕೆಲಸಕ್ಕೆ ಶ್ಲಾಘನೆ ವ್ಯಕ್ತವಾಗಿದೆ. ಮುಂದೆ ಸುರಿದ ಮಳೆಗೆ ನಗರದ ಹಲವು ಬಡಾವಣೆಗಳಲ್ಲಿ ನೀರು ನುಗ್ಗಿದ ಪರಿಣಾಮ ತಕ್ಷಣ ಸ್ಥಳಕ್ಕೆ ಭೇಟಿ ನೀಡಿ ಪರಿಹಾರ ಕ್ರಮ ಕೈಗೊಂಡರು. ನಗರಸಭೆ ಸದಸ್ಯ ಸಗೀರ್ ಪಾಷಾ ಅಭಿನಂದನೆ ಸಲ್ಲಿಸಿದರು. ಕೋಲಾರದ ಎಂ.ಬಿ. ರಸ್ತೆ, ಡಿ.ಎ.ಆರ್. ಪೊಲೀಸ್ ಕ್ವಾರ್ಟರ್ಸ್ ಕುಡಿಯುವ ನೀರಿನ ಸಮಸ್ಯೆ ನಿವಾರಣೆ ಮಾಡಿದ್ದಾರೆ ಎಂದು ಹೇಳಿದ್ದಾರೆ.: [567, 846, 853, 865]
article-headline: ಭಕ್ತರಿಂದ ಕೋಡಿ ಶ್ರೀಗಳ ಪಾದಪೂಜೆ: [109, 337, 302, 357]
article-drivers-health: [289, 951, 659, 1289]
article-body: [196, 497, 376, 559]
headline-line-1: ಜಿಲ್ಲಾ ಮೈನಾರಿಟಿ ಕಾಂಗ್ರೆಸ್ ಪ್ರಧಾನ: [329, 799, 429, 809]
dateline: ಕೋಲಾರ, ಅ.೧೭:: [97, 363, 125, 368]
ceremony-scene-icon: [197, 364, 376, 493]
article-gruhalakshmi: [465, 55, 853, 555]
article-body: [473, 835, 561, 945]
body-text-continued: ಸೂಲಗಿರಿ ಗ್ರಾಮ ಪಂಚಾಯಿತಿ ವ್ಯಾಪ್ತಿಯಲ್ಲಿ ೧೧ ಗ್ರಾಮಗಳ ಸರ್ವತೋಮುಖ ಅಭಿವೃದ್ಧಿಗೆ ಶ್ರಮಿಸಿದ್ದೇನೆ. ಮುಂದೆ ನಡೆಯುವ ಚುನಾವಣೆಗಳಲ್ಲಿ ಸ್ಪರ್ಧಿಸಲು ಸಿದ್ಧನಿದ್ದೇನೆ. ಗ್ರಾಮ ಪಂಚಾಯಿತಿ ಅಧ್ಯಕ್ಷ ಪಿ.ಎಸ್.ವಿನಯ್‌ಗೌಡ ತಿಳಿಸಿದರು. ಸೂಲಗಿರಿ ಗ್ರಾಮದಲ್ಲಿ ಸರ್ಕಾರಿ ಶಾಲೆ, ರಸ್ತೆ, ಚರಂಡಿ, ಕುಡಿಯುವ ನೀರು ವ್ಯವಸ್ಥೆ ಕಲ್ಪಿಸಲಾಗಿದೆ. ಭವನಕ್ಕೆ ಒತ್ತು ನೀಡಿ ಅಂಗನವಾಡಿ ಕೇಂದ್ರಗಳ ನಿರ್ಮಾಣ, ಶಾಲೆಗಳಲ್ಲಿ ಕ್ರೀಡಾಂಗಣ ನಿರ್ಮಾಣ, ಗ್ರಂಥಾಲಯ ಸೌಲಭ್ಯ ಕಲ್ಪಿಸಲಾಗಿದೆ ಎಂದರು.: [667, 616, 853, 654]
respondent-item: 4ನೇ ಎದುರುದಾರರು: ನಾರಾಯಣಸ್ವಾಮಿ ಬಿನ್ ಲೇಟ್ ಅರಪ್ಪ, ವಯಸ್ಸು 55 ವರ್ಷ, ವಾಸ: ಬೊಮ್ಮರೆಡ್ಡಿಹಳ್ಳಿ ಗ್ರಾಮ, ರೋಣೂರು ಹೋಬಳಿ, ಶ್ರೀನಿವಾಸಪುರ ತಾಲೂಕು.: [672, 1027, 841, 1040]
dateline: ನವದೆಹಲಿ, ಅ.೧೭:: [289, 618, 319, 623]
order-line: ನ್ಯಾಯಾಲಯ ಆದೇಶದ ಮೇರೆಗೆ: [167, 1001, 215, 1007]
respondent-item: [104, 924, 278, 931]
dateline: ಕೋಲಾರ,ಅ.೧೭:: [97, 103, 123, 108]
article-body: [289, 917, 467, 947]
article-durga-homa: [97, 724, 285, 824]
divider: [97, 721, 285, 722]
page-label: ಪುಟ-4: [105, 32, 131, 43]
